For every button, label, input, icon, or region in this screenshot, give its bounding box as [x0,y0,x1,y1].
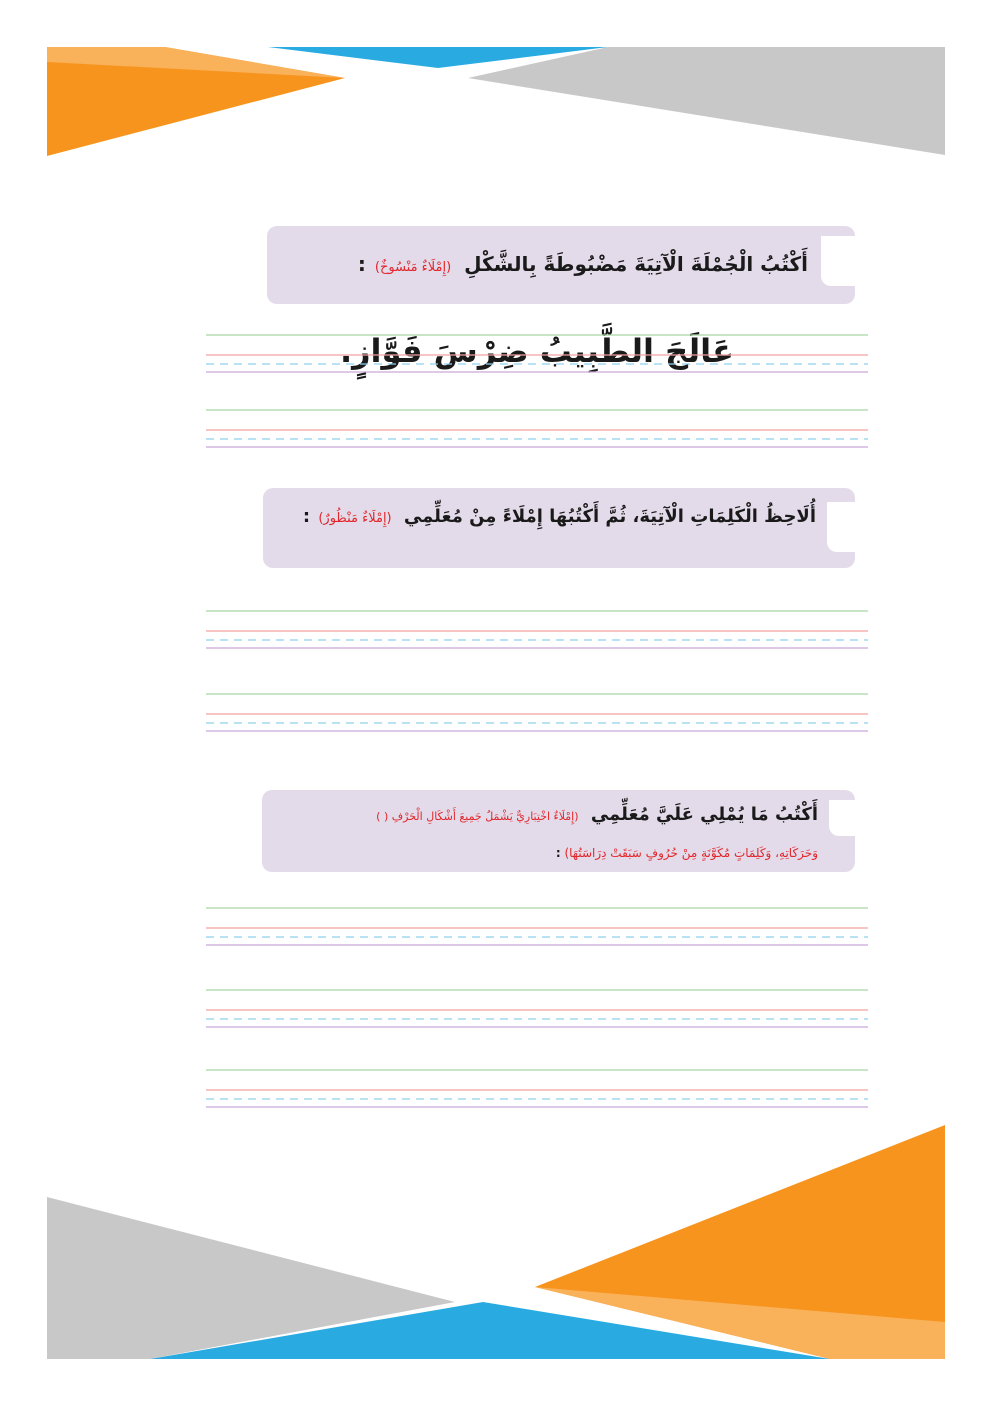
writing-lines-group-5 [206,906,868,948]
ruled-lines [206,988,868,1030]
writing-lines-group-6 [206,988,868,1030]
writing-lines-group-3 [206,609,868,651]
exercise-2-instruction: أُلَاحِظُ الْكَلِمَاتِ الْآتِيَةَ، ثُمَّ أَكْتُبُهَا إِمْلَاءً مِنْ مُعَلِّمِي [403,506,816,527]
writing-lines-group-7 [206,1068,868,1110]
exercise-1-instruction-row [358,252,808,276]
ruled-lines [206,333,868,375]
writing-lines-group-2 [206,408,868,450]
top-gray-shape [468,47,945,155]
exercise-3-instruction: أَكْتُبُ مَا يُمْلِي عَلَيَّ مُعَلِّمِي [590,804,818,825]
exercise-1-sentence: عَالَجَ الطَّبِيبُ ضِرْسَ فَوَّازٍ. [339,332,735,370]
banner-notch [821,236,857,286]
writing-lines-group-1 [206,333,868,375]
exercise-3-colon: : [555,846,561,860]
ruled-lines [206,692,868,734]
exercise-3-label: (إِمْلَاءٌ اخْتِبَارِيٌّ يَشْمَلُ جَمِيعَ أَشْكَالِ الْحَرْفِ ( ) [376,810,579,823]
exercise-2-instruction-row [303,506,816,527]
ruled-lines [206,609,868,651]
exercise-3-label-line2: وَحَرَكَاتِهِ، وَكَلِمَاتٍ مُكَوَّنَةٍ مِنْ حُرُوفٍ سَبَقَتْ دِرَاسَتُهَا) [564,846,818,860]
exercise-1-label: (إِمْلَاءٌ مَنْسُوخٌ) [374,260,452,275]
banner-notch [827,502,857,552]
ruled-lines [206,408,868,450]
exercise-2-label: (إِمْلَاءٌ مَنْظُورٌ) [318,511,392,526]
exercise-1-instruction: أَكْتُبُ الْجُمْلَةَ الْآتِيَةَ مَضْبُوطَةً بِالشَّكْلِ [464,252,808,276]
exercise-3-instruction-row [376,804,818,825]
exercise-3-instruction-line2 [556,846,818,860]
ruled-lines [206,906,868,948]
ruled-lines [206,1068,868,1110]
exercise-2-colon: : [302,506,311,527]
exercise-1-colon: : [357,252,366,276]
writing-lines-group-4 [206,692,868,734]
exercise-2-banner [263,488,855,568]
banner-notch [829,800,857,836]
